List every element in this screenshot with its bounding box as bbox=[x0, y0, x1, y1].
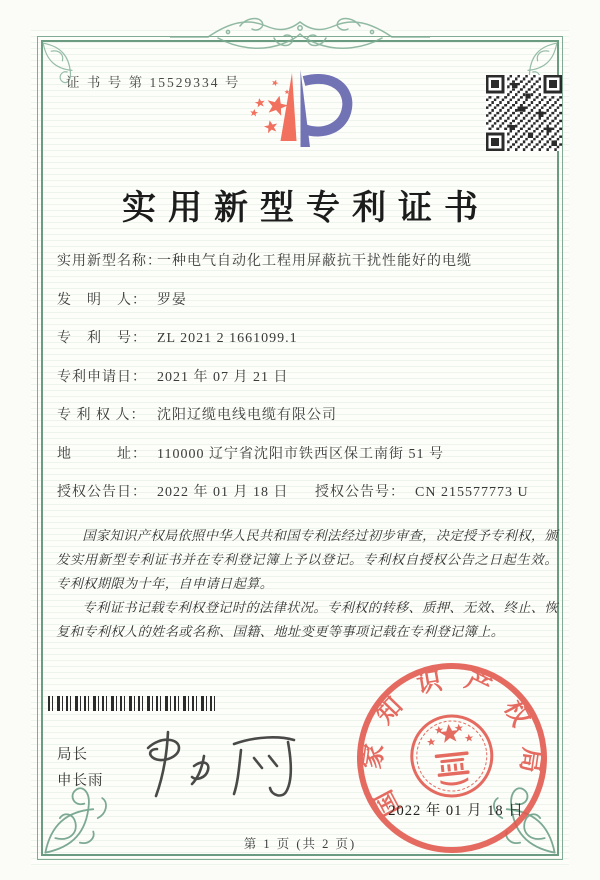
field-label: 授权公告号： bbox=[315, 485, 405, 500]
field-label: 专利申请日： bbox=[57, 369, 147, 385]
field-value: ZL 2021 2 1661099.1 bbox=[157, 331, 298, 346]
field-row-name bbox=[57, 251, 560, 273]
seal-date: 2022 年 01 月 18 日 bbox=[388, 803, 524, 819]
field-value: 110000 辽宁省沈阳市铁西区保工南街 51 号 bbox=[157, 446, 444, 462]
seal-agency-text: 国家知识产权局 bbox=[358, 664, 546, 821]
grant-number bbox=[315, 482, 529, 504]
field-row-filing-date bbox=[57, 367, 560, 389]
cnipa-logo-icon bbox=[246, 70, 354, 175]
field-label: 发 明 人： bbox=[57, 292, 147, 308]
field-label: 专 利 权 人： bbox=[57, 408, 146, 423]
barcode bbox=[48, 696, 218, 711]
field-label: 实用新型名称： bbox=[57, 254, 162, 269]
legal-paragraph-2: 专利证书记载专利权登记时的法律状况。专利权的转移、质押、无效、终止、恢复和专利权人的姓名或名称、国籍、地址变更等事项记载在专利登记簿上。 bbox=[56, 600, 558, 640]
field-row-patent-number bbox=[57, 328, 560, 350]
signer-title: 局长 bbox=[57, 747, 88, 763]
fields-block bbox=[57, 251, 560, 521]
field-row-inventor bbox=[57, 290, 560, 312]
field-value: 一种电气自动化工程用屏蔽抗干扰性能好的电缆 bbox=[157, 254, 472, 269]
field-label: 授权公告日： bbox=[57, 485, 147, 500]
legal-text-block bbox=[56, 524, 558, 644]
grant-date bbox=[57, 482, 315, 504]
field-row-address bbox=[57, 444, 560, 466]
signer-name: 申长雨 bbox=[57, 773, 104, 789]
page-footer: 第 1 页 (共 2 页) bbox=[243, 837, 357, 851]
field-label: 地 址： bbox=[57, 446, 147, 462]
field-value: 罗晏 bbox=[157, 292, 187, 308]
qr-code-icon bbox=[486, 75, 562, 151]
field-row-patentee bbox=[57, 405, 560, 427]
field-value: 2022 年 01 月 18 日 bbox=[157, 485, 289, 500]
national-emblem-icon bbox=[408, 712, 496, 800]
signer-block bbox=[57, 742, 104, 794]
field-row-grant bbox=[57, 482, 560, 504]
certificate-title: 实用新型专利证书 bbox=[122, 190, 490, 227]
field-value: 沈阳辽缆电线电缆有限公司 bbox=[157, 408, 337, 423]
legal-paragraph-1: 国家知识产权局依照中华人民共和国专利法经过初步审查，决定授予专利权，颁发实用新型专利证书并在专利登记簿上予以登记。专利权自授权公告之日起生效。专利权期限为十年，自申请日起算。 bbox=[56, 528, 558, 592]
field-label: 专 利 号： bbox=[57, 331, 147, 346]
certificate-number: 证 书 号 第 15529334 号 bbox=[66, 75, 241, 90]
field-value: CN 215577773 U bbox=[415, 485, 529, 500]
signature-shen-changyu bbox=[138, 726, 328, 811]
field-value: 2021 年 07 月 21 日 bbox=[157, 369, 289, 385]
